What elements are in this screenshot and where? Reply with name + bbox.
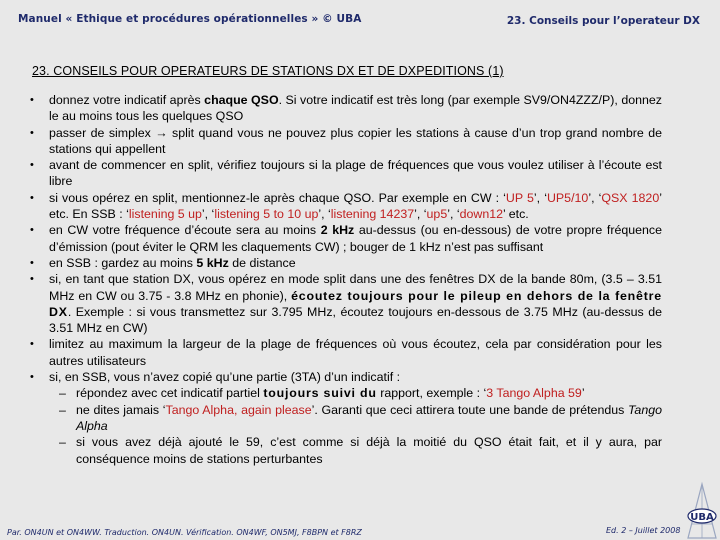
bullet-partial-callsign xyxy=(30,369,662,385)
text: donnez votre indicatif après xyxy=(49,93,205,107)
text: ’, ‘ xyxy=(588,190,602,205)
content-body xyxy=(30,92,662,467)
bullet-80m-dx-window xyxy=(30,271,662,336)
logo-text: UBA xyxy=(690,512,714,523)
text: en CW votre fréquence d’écoute sera au moins xyxy=(49,223,321,238)
bullet-simplex-to-split xyxy=(30,125,662,158)
highlight-text: QSX 1820 xyxy=(601,190,660,205)
text: passer de simplex xyxy=(49,125,156,140)
bullet-check-frequency xyxy=(30,157,662,190)
text: split quand vous ne pouvez plus copier les stations à cause d’un trop grand nombre de stations qui appellent xyxy=(49,125,662,156)
text: si vous opérez en split, mentionnez-le après chaque QSO. Par exemple en CW : ‘ xyxy=(49,190,506,205)
highlight-text: listening 14237 xyxy=(330,207,415,222)
text: si, en SSB, vous n’avez copié qu’une partie (3TA) d’un indicatif : xyxy=(49,370,401,385)
italic-text: Tango Alpha xyxy=(76,402,662,433)
text: ’, ‘ xyxy=(318,207,331,222)
header-section-title: 23. Conseils pour l’operateur DX xyxy=(506,15,700,27)
subbullet-never-say xyxy=(30,402,662,435)
highlight-text: up5 xyxy=(426,207,448,222)
footer-credits: Par. ON4UN et ON4WW. Traduction. ON4UN. Vérification. ON4WF, ON5MJ, F8BPN et F8RZ xyxy=(7,528,362,537)
highlight-text: listening 5 to 10 up xyxy=(214,207,319,222)
text: de distance xyxy=(228,255,296,270)
highlight-text: UP 5 xyxy=(505,190,534,205)
emphasis-text: toujours suivi du xyxy=(263,386,377,401)
text: ’ etc. En SSB : ‘ xyxy=(49,190,662,222)
text: si, en tant que station DX, vous opérez en mode split dans une des fenêtres DX de la bande 80m, (3.5 – 3.51 MHz en CW ou 3.75 - 3.8 MHz en phonie), xyxy=(49,272,662,303)
highlight-text: down12 xyxy=(459,207,504,222)
text: répondez avec cet indicatif partiel xyxy=(76,386,264,401)
text: ’ xyxy=(581,386,585,401)
text: ’, ‘ xyxy=(533,190,547,205)
text: ’, ‘ xyxy=(201,207,215,222)
highlight-text: listening 5 up xyxy=(128,207,202,222)
bullet-ssb-distance xyxy=(30,255,662,271)
highlight-text: 3 Tango Alpha 59 xyxy=(486,386,582,401)
emphasis-text: 2 kHz xyxy=(320,223,355,238)
page-title: 23. CONSEILS POUR OPERATEURS DE STATIONS DX ET DE DXPEDITIONS (1) xyxy=(32,64,504,78)
text: au-dessus (ou en-dessous) de votre propre fréquence d’émission (pout éviter le QRM les claquements CW) ; bouger de 1 kHz n’est pas suffisant xyxy=(49,223,662,254)
header-manual-title: Manuel « Ethique et procédures opérationnelles » © UBA xyxy=(18,13,362,25)
highlight-text: UP5/10 xyxy=(546,190,589,205)
bullet-callsign-every-qso xyxy=(30,92,662,125)
text: ’. Garanti que ceci attirera toute une bande de prétendus xyxy=(311,402,628,417)
text: si vous avez déjà ajouté le 59, c’est comme si déjà la moitié du QSO était fait, et il y aura, par conséquence moins de stations perturbantes xyxy=(76,435,662,466)
footer-edition: Ed. 2 – Juillet 2008 xyxy=(606,526,681,535)
text: rapport, exemple : ‘ xyxy=(376,386,487,401)
subbullet-partial-reply xyxy=(30,385,662,401)
highlight-text: Tango Alpha, again please xyxy=(165,402,312,417)
text: ’, ‘ xyxy=(447,207,460,222)
uba-logo-icon xyxy=(684,480,720,540)
text: avant de commencer en split, vérifiez toujours si la plage de fréquences que vous voulez utiliser à l’écoute est libre xyxy=(49,158,662,189)
emphasis-text: écoutez toujours pour le pileup en dehors de la fenêtre DX xyxy=(49,288,662,319)
text: ’ etc. xyxy=(503,207,529,222)
arrow-right-icon: → xyxy=(155,125,168,140)
bullet-mention-split xyxy=(30,190,662,223)
text: ’, ‘ xyxy=(414,207,427,222)
emphasis-text: chaque QSO xyxy=(204,93,279,107)
bullet-cw-listen-offset xyxy=(30,222,662,255)
bullet-list xyxy=(30,92,662,467)
subbullet-report-added xyxy=(30,434,662,467)
text: limitez au maximum la largeur de la plage de fréquences où vous écoutez, cela par considération pour les autres utilisateurs xyxy=(49,337,662,368)
text: en SSB : gardez au moins xyxy=(49,255,197,270)
text: ne dites jamais ‘ xyxy=(76,402,166,417)
text: . Si votre indicatif est très long (par exemple SV9/ON4ZZZ/P), donnez le au moins tous les quelques QSO xyxy=(49,93,662,124)
text: . Exemple : si vous transmettez sur 3.795 MHz, écoutez toujours en-dessous de 3.75 MHz (au-dessus de 3.51 MHz en CW) xyxy=(49,304,662,336)
emphasis-text: 5 kHz xyxy=(196,255,229,270)
bullet-limit-listen-range xyxy=(30,336,662,369)
